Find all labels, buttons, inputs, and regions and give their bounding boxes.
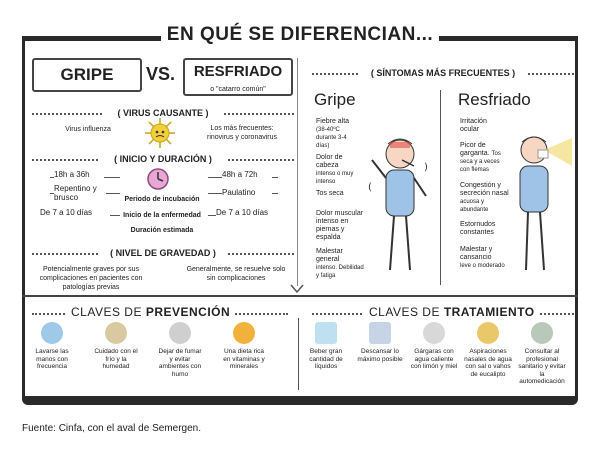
item-label: Cuidado con el frío y la humedad <box>94 348 138 370</box>
symptom-title: Picor de garganta. <box>460 142 490 157</box>
tratamiento-item-4 <box>464 322 512 378</box>
symptom-title: Congestión y secreción nasal <box>460 182 509 197</box>
gravedad-resfriado: Generalmente, se resuelve solo sin complicaciones <box>186 266 286 282</box>
tratamiento-heading-b: TRATAMIENTO <box>443 305 535 319</box>
sick-person-flu-illustration <box>364 130 436 280</box>
tratamiento-item-3 <box>410 322 458 371</box>
symptom-res-1 <box>460 118 504 134</box>
gripe-inicio: Repentino y brusco <box>54 184 106 202</box>
virus-resfriado: Los más frecuentes: rinovirus y coronavirus <box>206 125 278 141</box>
bed-icon <box>369 322 391 344</box>
tratamiento-item-5 <box>518 322 566 386</box>
sintomas-gripe-title: Gripe <box>314 90 356 109</box>
resfriado-box <box>183 58 293 96</box>
gripe-box: GRIPE <box>32 58 142 92</box>
incubacion-label: Periodo de incubación <box>124 196 200 203</box>
source-note: Fuente: Cinfa, con el aval de Semergen. <box>22 423 201 434</box>
doctor-icon <box>531 322 553 344</box>
symptom-title: Irritación ocular <box>460 118 487 133</box>
symptom-detail: intenso o muy intenso <box>316 171 354 185</box>
symptom-detail: (38-40ºC durante 3-4 días) <box>316 127 347 149</box>
res-incubacion: 48h a 72h <box>222 170 272 179</box>
keys-divider <box>22 295 578 297</box>
vs-label: VS. <box>146 64 176 84</box>
sintomas-resfriado-title: Resfriado <box>458 90 531 109</box>
svg-text:): ) <box>424 162 428 173</box>
prevencion-item-2 <box>92 322 140 371</box>
virus-gripe: Virus influenza <box>65 126 111 133</box>
bottom-band <box>22 396 578 405</box>
steam-bowl-icon <box>477 322 499 344</box>
symptom-title: Malestar y cansancio <box>460 246 493 261</box>
resfriado-label: RESFRIADO <box>193 63 283 80</box>
prevencion-heading <box>66 305 235 319</box>
item-label: Lavarse las manos con frecuencia <box>35 348 69 370</box>
symptom-gripe-5 <box>316 248 368 280</box>
prevencion-item-3 <box>156 322 204 378</box>
svg-text:(: ( <box>368 182 372 193</box>
prevencion-heading-b: PREVENCIÓN <box>145 305 231 319</box>
column-divider <box>297 58 298 286</box>
gargle-icon <box>423 322 445 344</box>
symptom-title: Malestar general <box>316 248 343 263</box>
clock-icon <box>146 167 170 191</box>
tratamiento-heading <box>364 305 540 319</box>
chevron-down-icon <box>289 283 305 295</box>
inicio-heading: ( INICIO Y DURACIÓN ) <box>98 154 228 164</box>
sneezing-person-cold-illustration <box>504 130 574 280</box>
symptom-res-5 <box>460 246 510 270</box>
sintomas-divider-v <box>440 90 441 285</box>
symptom-title: Fiebre alta <box>316 118 350 125</box>
sintomas-heading: ( SÍNTOMAS MÁS FRECUENTES ) <box>358 68 528 78</box>
res-duracion: De 7 a 10 días <box>216 208 286 217</box>
tratamiento-item-1 <box>302 322 350 371</box>
symptom-gripe-4 <box>316 210 366 242</box>
symptom-detail: Tos seca y a veces con flemas <box>460 151 501 173</box>
virus-heading: ( VIRUS CAUSANTE ) <box>104 108 222 118</box>
prevencion-heading-a: CLAVES DE <box>71 305 146 319</box>
resfriado-subtitle: o "catarro común" <box>210 86 266 93</box>
symptom-res-3 <box>460 182 510 214</box>
symptom-detail: acuosa y abundante <box>460 199 489 213</box>
item-label: Consultar al profesional sanitario y evitar la automedicación <box>518 348 566 385</box>
orange-fruit-icon <box>233 322 255 344</box>
symptom-detail: intenso. Debilidad y fatiga <box>316 265 364 279</box>
item-label: Beber gran cantidad de líquidos <box>309 348 343 370</box>
winter-hat-icon <box>105 322 127 344</box>
no-smoking-icon <box>169 322 191 344</box>
symptom-res-4 <box>460 221 510 237</box>
prevencion-item-4 <box>220 322 268 371</box>
tratamiento-heading-a: CLAVES DE <box>369 305 444 319</box>
symptom-gripe-3 <box>316 190 360 198</box>
symptom-title: Dolor muscular intenso en piernas y espalda <box>316 210 364 241</box>
symptom-detail: leve o moderado <box>460 263 505 269</box>
gripe-duracion: De 7 a 10 días <box>40 208 110 217</box>
gravedad-heading: ( NIVEL DE GRAVEDAD ) <box>100 248 226 258</box>
gripe-incubacion: 18h a 36h <box>54 170 104 179</box>
item-label: Una dieta rica en vitaminas y minerales <box>223 348 265 370</box>
item-label: Gárgaras con agua caliente con limón y miel <box>410 348 458 370</box>
gravedad-gripe: Potencialmente graves por sus complicaciones en pacientes con patologías previas <box>39 266 143 291</box>
tratamiento-item-2 <box>356 322 404 363</box>
symptom-title: Estornudos constantes <box>460 221 496 236</box>
item-label: Dejar de fumar y evitar ambientes con humo <box>158 348 202 378</box>
symptom-title: Tos seca <box>316 190 344 197</box>
item-label: Descansar lo máximo posible <box>357 348 403 363</box>
res-inicio: Paulatino <box>222 188 272 197</box>
virus-icon <box>144 117 176 149</box>
washing-hands-icon <box>41 322 63 344</box>
item-label: Aspiraciones nasales de agua con sal o vahos de eucalipto <box>464 348 512 378</box>
water-glass-icon <box>315 322 337 344</box>
symptom-gripe-2 <box>316 154 360 186</box>
symptom-gripe-1 <box>316 118 356 150</box>
page-title: EN QUÉ SE DIFERENCIAN... <box>161 24 439 45</box>
inicio-label: Inicio de la enfermedad <box>123 212 201 219</box>
symptom-res-2 <box>460 142 508 174</box>
symptom-title: Dolor de cabeza <box>316 154 343 169</box>
keys-divider-v <box>298 318 299 390</box>
prevencion-item-1 <box>28 322 76 371</box>
duracion-label: Duración estimada <box>130 227 194 234</box>
